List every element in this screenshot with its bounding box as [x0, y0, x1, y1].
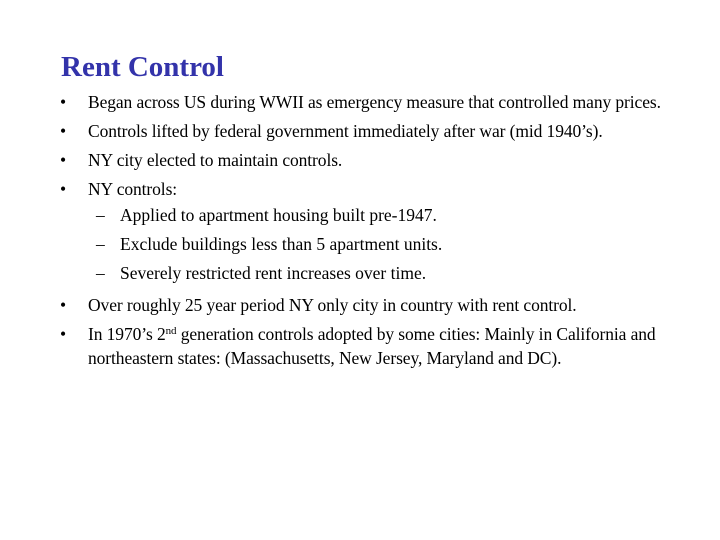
bullet-text: NY controls:	[88, 179, 178, 199]
sub-bullet-item	[0, 201, 720, 230]
bullet-marker: •	[60, 295, 67, 315]
ordinal-superscript: nd	[165, 325, 177, 337]
bullet-item	[0, 322, 720, 370]
sub-bullet-item	[0, 259, 720, 288]
bullet-marker: •	[60, 324, 67, 344]
bullet-marker: •	[60, 121, 67, 141]
bullet-item	[0, 293, 720, 317]
sub-bullet-text: Applied to apartment housing built pre-1947.	[120, 205, 437, 225]
sub-bullet-text: Exclude buildings less than 5 apartment units.	[120, 234, 443, 254]
sub-bullet-marker: –	[96, 234, 105, 254]
sub-bullet-marker: –	[96, 263, 105, 283]
bullet-item	[0, 90, 720, 114]
bullet-text: Controls lifted by federal government immediately after war (mid 1940’s).	[88, 121, 603, 141]
sub-bullet-text: Severely restricted rent increases over time.	[120, 263, 427, 283]
bullet-text: NY city elected to maintain controls.	[88, 150, 343, 170]
bullet-item	[0, 177, 720, 201]
sub-bullet-marker: –	[96, 205, 105, 225]
bullet-marker: •	[60, 92, 67, 112]
bullet-text-start: In 1970’s 2	[88, 324, 166, 344]
bullet-item	[0, 119, 720, 143]
bullet-text: Over roughly 25 year period NY only city in country with rent control.	[88, 295, 577, 315]
bullet-marker: •	[60, 179, 67, 199]
bullet-list	[0, 90, 720, 370]
bullet-text: Began across US during WWII as emergency measure that controlled many prices.	[88, 92, 661, 112]
slide-title: Rent Control	[61, 51, 224, 83]
bullet-item	[0, 148, 720, 172]
bullet-marker: •	[60, 150, 67, 170]
sub-bullet-item	[0, 230, 720, 259]
bullet-text-end: generation controls adopted by some cities: Mainly in California and northeastern states: (Massachusetts, New Jersey, Maryland and DC).	[88, 324, 656, 368]
